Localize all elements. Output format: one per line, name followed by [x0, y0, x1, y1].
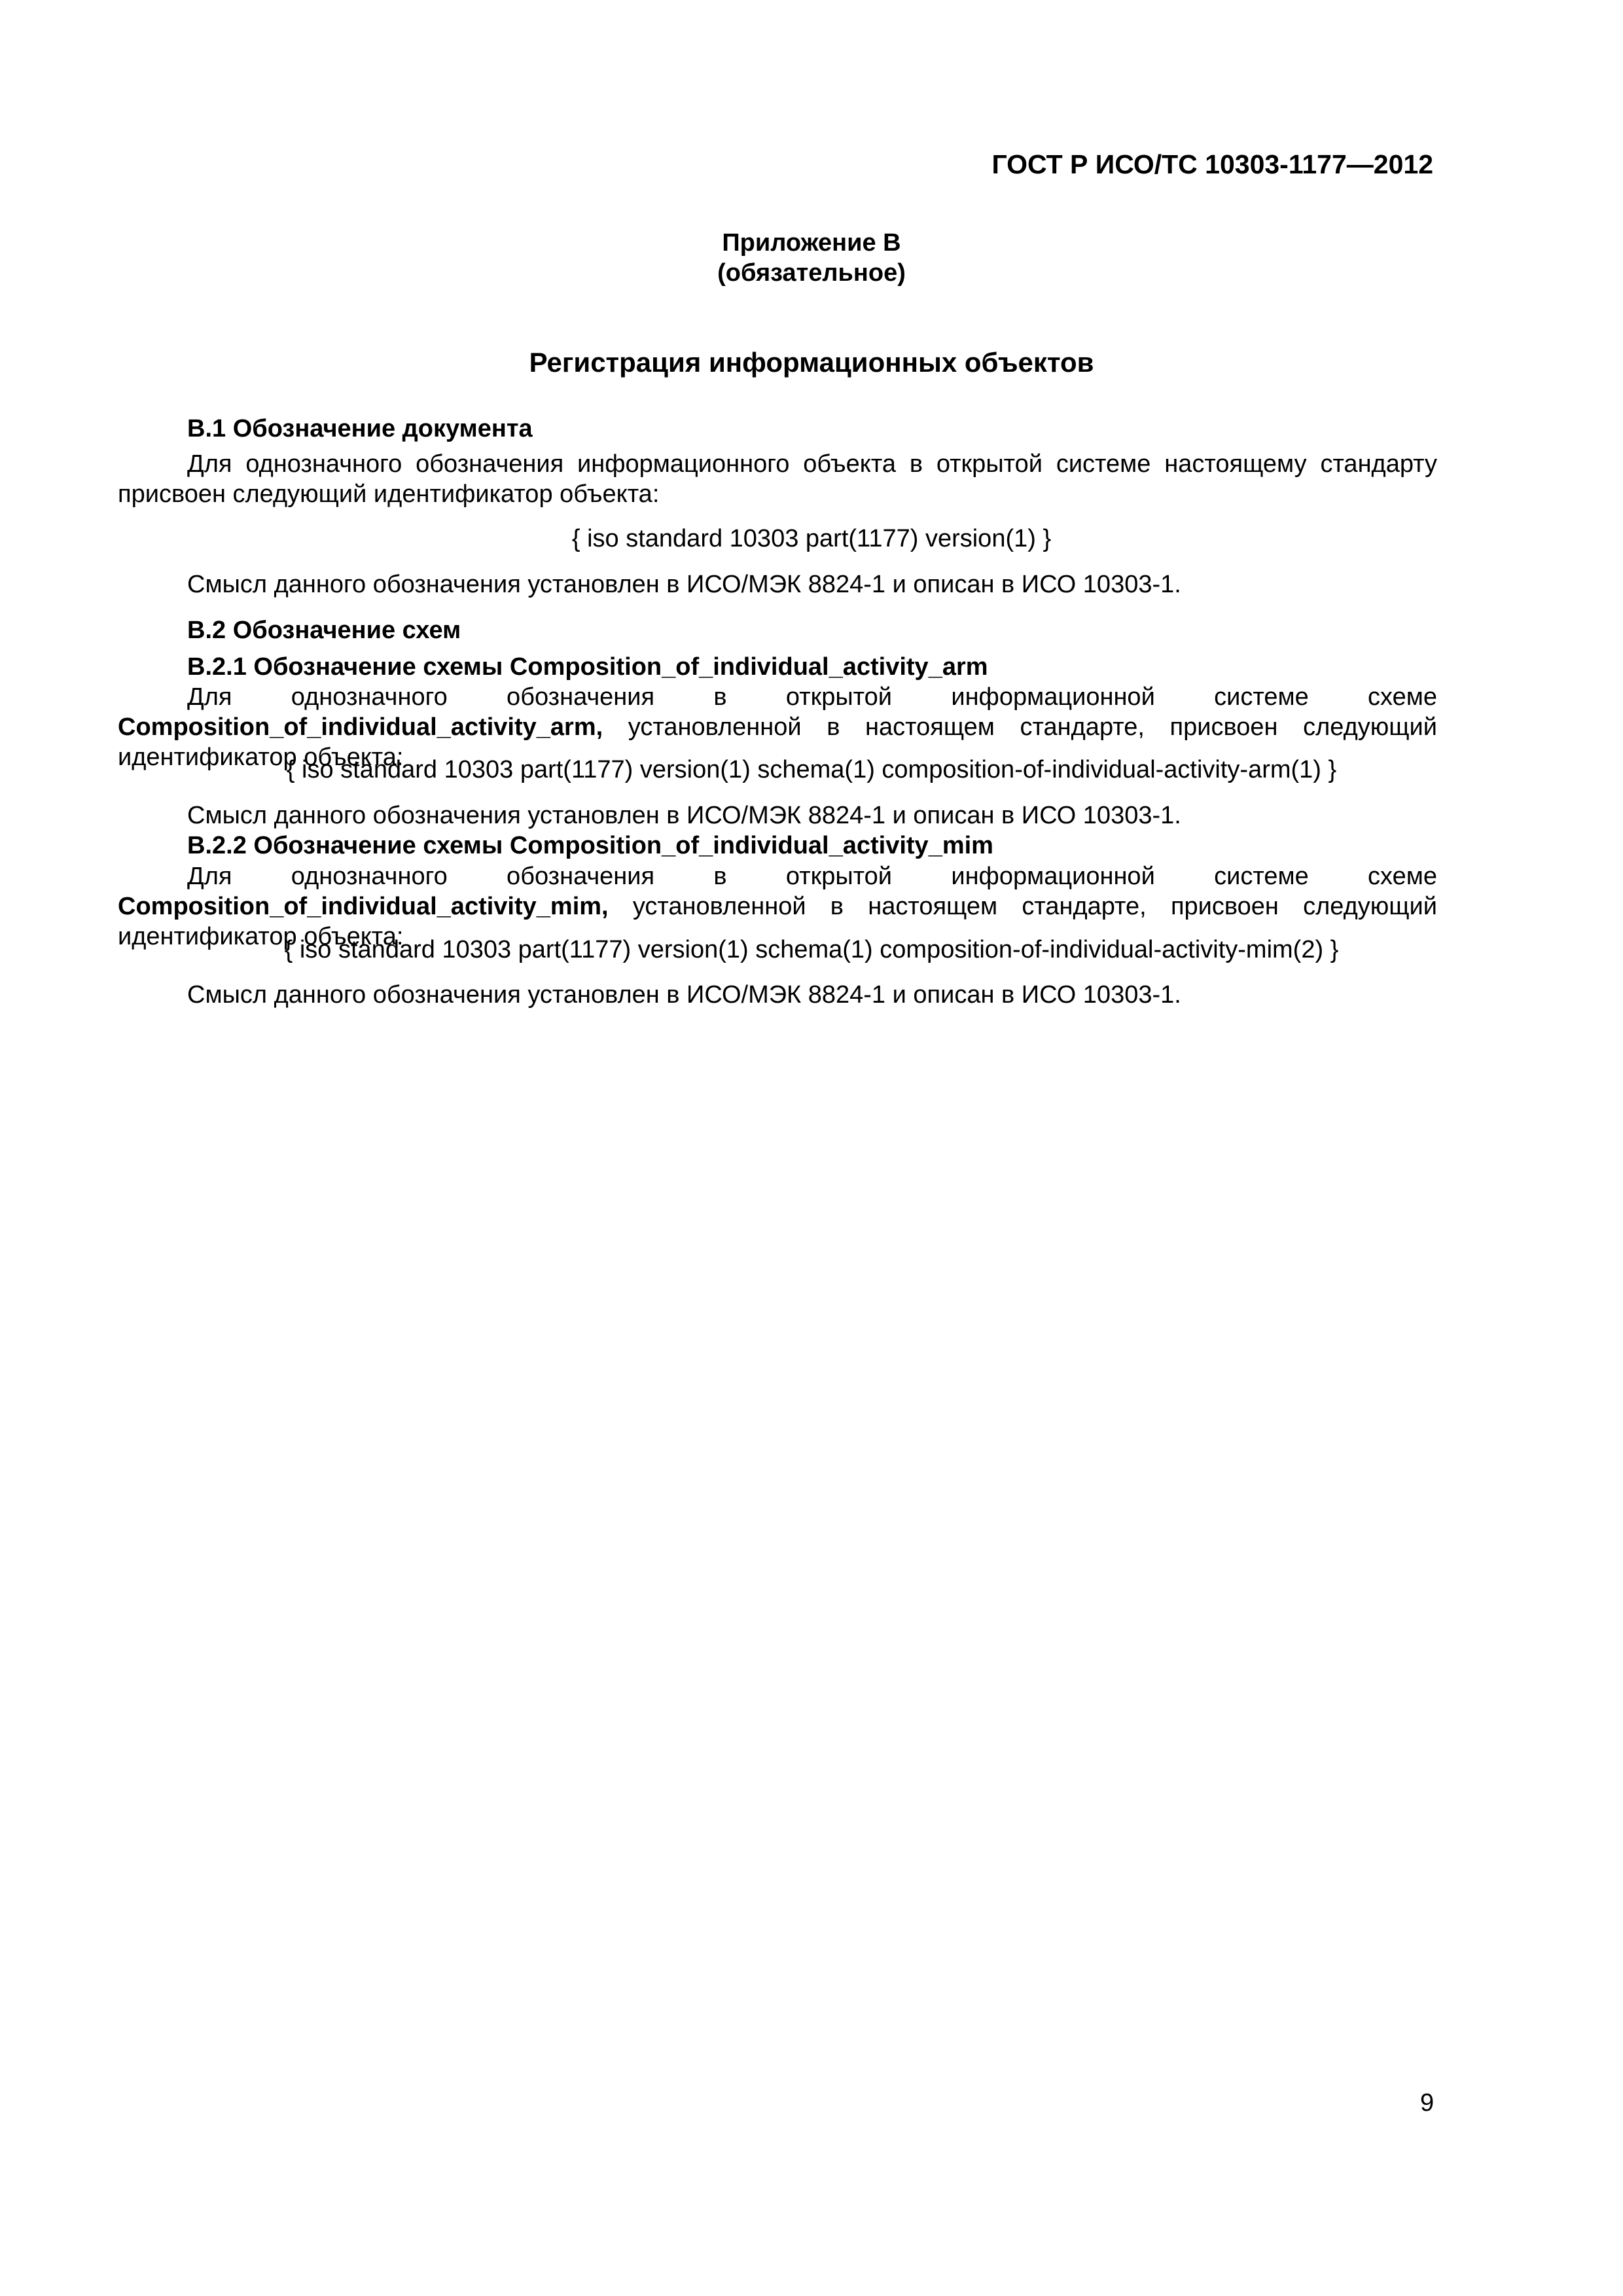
section-b21-heading: B.2.1 Обозначение схемы Composition_of_individual_activity_arm	[187, 653, 988, 681]
annex-title: Приложение B	[722, 229, 901, 257]
section-b21-paragraph-end: установленной в настоящем стандарте, присвоен следующий идентификатор объекта:	[118, 713, 1437, 771]
section-b22-paragraph-end: установленной в настоящем стандарте, присвоен следующий идентификатор объекта:	[118, 893, 1437, 950]
annex-status: (обязательное)	[717, 259, 906, 287]
section-b21-schema-name: Composition_of_individual_activity_arm,	[118, 713, 603, 741]
page-number: 9	[1420, 2089, 1435, 2117]
section-b22-schema-name: Composition_of_individual_activity_mim,	[118, 893, 609, 920]
section-b21-identifier: { iso standard 10303 part(1177) version(1) schema(1) composition-of-individual-activity-arm(1) }	[286, 756, 1337, 783]
section-b22-note: Смысл данного обозначения установлен в ИСО/МЭК 8824-1 и описан в ИСО 10303-1.	[187, 981, 1181, 1009]
section-b1-note: Смысл данного обозначения установлен в ИСО/МЭК 8824-1 и описан в ИСО 10303-1.	[187, 571, 1181, 598]
section-b21-paragraph-start: Для однозначного обозначения в открытой информационной системе схеме	[187, 683, 1437, 711]
section-b1-paragraph: Для однозначного обозначения информационного объекта в открытой системе настоящему стандарту присвоен следующий идентификатор объекта:	[118, 450, 1437, 508]
section-b21-note: Смысл данного обозначения установлен в ИСО/МЭК 8824-1 и описан в ИСО 10303-1.	[187, 802, 1181, 829]
section-b22-heading: B.2.2 Обозначение схемы Composition_of_individual_activity_mim	[187, 832, 993, 859]
annex-heading: Регистрация информационных объектов	[529, 347, 1094, 378]
section-b1-identifier: { iso standard 10303 part(1177) version(1) }	[571, 525, 1052, 552]
section-b2-heading: B.2 Обозначение схем	[187, 617, 461, 644]
document-code: ГОСТ Р ИСО/ТС 10303-1177—2012	[991, 149, 1433, 179]
section-b22-paragraph-start: Для однозначного обозначения в открытой информационной системе схеме	[187, 863, 1437, 890]
section-b22-identifier: { iso standard 10303 part(1177) version(1) schema(1) composition-of-individual-activity-mim(2) }	[284, 936, 1339, 963]
section-b1-heading: B.1 Обозначение документа	[187, 415, 533, 442]
